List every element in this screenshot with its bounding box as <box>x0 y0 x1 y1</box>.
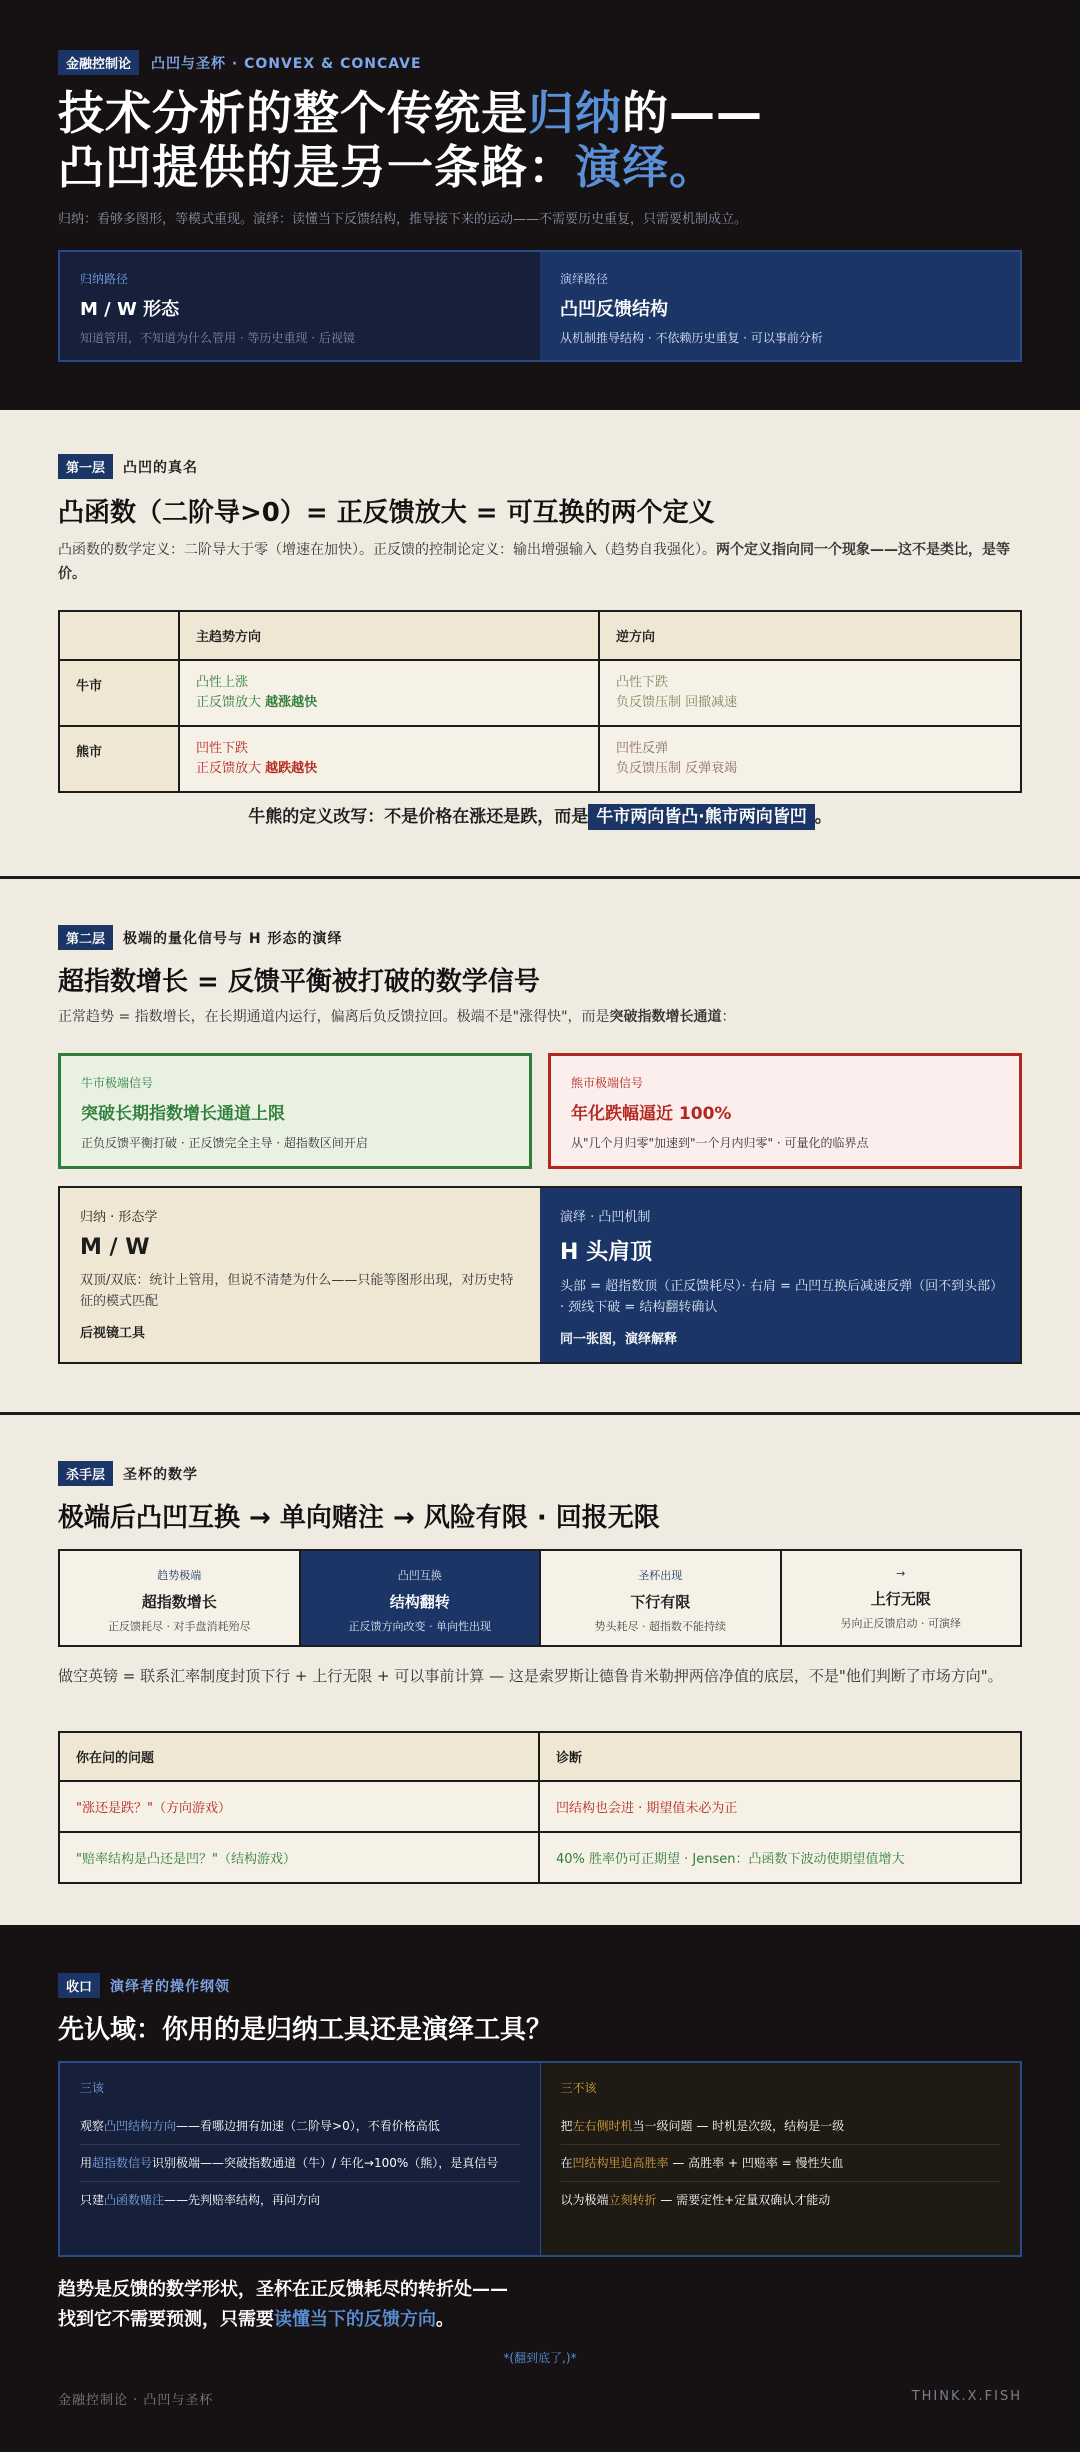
card-desc: 从"几个月归零"加速到"一个月内归零" · 可量化的临界点 <box>571 1136 869 1150</box>
footer-right: THINK.X.FISH <box>911 2389 1022 2404</box>
cell-reverse <box>599 660 1021 726</box>
cell-line: 正反馈放大 <box>196 695 266 710</box>
card-foot: 后视镜工具 <box>80 1326 146 1341</box>
table-header: 你在问的问题 <box>59 1732 539 1781</box>
step-desc: 正反馈方向改变 · 单向性出现 <box>348 1620 491 1633</box>
deduction-card <box>540 252 1020 360</box>
step-title: 结构翻转 <box>389 1593 450 1611</box>
item-text: 把 <box>560 2119 573 2133</box>
diagnosis-cell: 凹结构也会进 · 期望值未必为正 <box>539 1781 1021 1832</box>
card-title: 凸凹反馈结构 <box>560 299 668 320</box>
step-desc: 另向正反馈启动 · 可演绎 <box>840 1617 961 1630</box>
para-text: 凸函数的数学定义：二阶导大于零（增速在加快）。正反馈的控制论定义：输出增强输入（趋势自我强化）。 <box>58 542 716 558</box>
row-label: 熊市 <box>59 726 179 792</box>
list-label: 三该 <box>80 2081 105 2095</box>
item-highlight: 凸凹结构方向 <box>104 2119 177 2133</box>
conclusion-text: 。 <box>814 807 832 827</box>
diagnosis-table <box>58 1731 1022 1884</box>
pattern-compare <box>58 1186 1022 1364</box>
item-highlight: 凹结构里追高胜率 <box>572 2156 669 2170</box>
deduction-pattern-card <box>540 1188 1020 1362</box>
closing-highlight: 读懂当下的反馈方向 <box>274 2309 436 2330</box>
card-title: H 头肩顶 <box>560 1240 653 1265</box>
closing-line: 趋势是反馈的数学形状，圣杯在正反馈耗尽的转折处—— <box>58 2279 508 2300</box>
item-text: ——先判赔率结构，再问方向 <box>164 2193 321 2207</box>
question-cell: "涨还是跌？"（方向游戏） <box>59 1781 539 1832</box>
do-list <box>60 2063 540 2255</box>
section-tag: 收口 <box>58 1973 100 1998</box>
table-header-blank <box>59 611 179 660</box>
para-bold: 突破指数增长通道 <box>609 1009 722 1025</box>
section-kicker: 凸凹的真名 <box>123 459 199 476</box>
conclusion-text: 牛熊的定义改写：不是价格在涨还是跌，而是 <box>248 807 589 827</box>
arrow-right-icon: → <box>896 1567 906 1580</box>
section-tag: 第一层 <box>58 454 113 479</box>
cell-line: 凹性下跌 <box>196 741 249 756</box>
item-text: 识别极端——突破指数通道（牛）/ 年化→100%（熊），是真信号 <box>152 2156 499 2170</box>
item-text: — 高胜率 + 凹赔率 = 慢性失血 <box>668 2156 844 2170</box>
section-paragraph <box>58 1005 1022 1029</box>
conclusion-highlight: 牛市两向皆凸·熊市两向皆凹 <box>588 804 814 830</box>
step-label: 圣杯出现 <box>638 1569 683 1582</box>
step-title: 上行无限 <box>870 1590 931 1608</box>
series-tag: 金融控制论 <box>58 50 139 75</box>
card-label: 归纳路径 <box>80 272 129 286</box>
item-text: 观察 <box>80 2119 105 2133</box>
item-highlight: 凸函数赌注 <box>104 2193 165 2207</box>
item-text: 用 <box>80 2156 93 2170</box>
diagnosis-cell: 40% 胜率仍可正期望 · Jensen：凸函数下波动使期望值增大 <box>539 1832 1021 1883</box>
card-desc: 从机制推导结构 · 不依赖历史重复 · 可以事前分析 <box>560 331 823 345</box>
cell-main <box>179 660 599 726</box>
card-desc: 正负反馈平衡打破 · 正反馈完全主导 · 超指数区间开启 <box>81 1136 368 1150</box>
step-title: 下行有限 <box>630 1593 691 1611</box>
induction-pattern-card <box>60 1188 540 1362</box>
bull-bear-table <box>58 610 1022 793</box>
conclusion-line <box>0 802 1080 827</box>
cell-line: 负反馈压制 回撤减速 <box>616 695 738 710</box>
cell-reverse <box>599 726 1021 792</box>
item-text: 当一级问题 — 时机是次级，结构是一级 <box>632 2119 845 2133</box>
step-card <box>301 1551 542 1645</box>
table-row <box>59 660 1021 726</box>
table-row <box>59 1781 1021 1832</box>
card-desc: 头部 = 超指数顶（正反馈耗尽）· 右肩 = 凸凹互换后减速反弹（回不到头部）· 颈线下破 = 结构翻转确认 <box>560 1279 997 1315</box>
card-title: M / W <box>80 1235 150 1260</box>
step-desc: 正反馈耗尽 · 对手盘消耗殆尽 <box>108 1620 251 1633</box>
card-label: 归纳 · 形态学 <box>80 1210 158 1225</box>
induction-card <box>60 252 540 360</box>
table-header-main: 主趋势方向 <box>179 611 599 660</box>
para-text: 正常趋势 = 指数增长，在长期通道内运行，偏离后负反馈拉回。极端不是"涨得快"，而是 <box>58 1009 610 1025</box>
hero-title <box>58 86 763 194</box>
section-killer <box>0 1415 1080 1925</box>
step-card <box>782 1551 1021 1645</box>
cell-line: 凸性下跌 <box>616 675 669 690</box>
section-paragraph <box>58 538 1022 586</box>
step-label: 趋势极端 <box>157 1569 202 1582</box>
step-card <box>541 1551 782 1645</box>
section-layer-2 <box>0 879 1080 1412</box>
cell-line: 凸性上涨 <box>196 675 249 690</box>
hero-title-text: 的—— <box>622 86 763 140</box>
section-kicker: 演绎者的操作纲领 <box>110 1978 231 1995</box>
process-steps <box>58 1549 1022 1647</box>
card-foot: 同一张图，演绎解释 <box>560 1332 678 1347</box>
list-item <box>80 2182 520 2218</box>
step-label: 凸凹互换 <box>397 1569 442 1582</box>
cell-line: 凹性反弹 <box>616 741 669 756</box>
card-label: 熊市极端信号 <box>571 1076 644 1090</box>
item-text: 在 <box>560 2156 573 2170</box>
bull-signal-card <box>58 1053 532 1169</box>
list-item <box>561 2145 1001 2182</box>
list-item <box>561 2108 1001 2145</box>
section-layer-1 <box>0 410 1080 876</box>
hero-header-row <box>58 50 422 75</box>
list-label: 三不该 <box>560 2081 597 2095</box>
table-header-reverse: 逆方向 <box>599 611 1021 660</box>
section-tag: 杀手层 <box>58 1461 113 1486</box>
list-item <box>80 2145 520 2182</box>
card-title: 年化跌幅逼近 100% <box>571 1104 732 1124</box>
section-title: 先认域：你用的是归纳工具还是演绎工具？ <box>58 2015 553 2045</box>
card-label: 演绎路径 <box>560 272 609 286</box>
cell-line: 负反馈压制 反弹衰竭 <box>616 761 738 776</box>
path-cards <box>58 250 1022 362</box>
section-header <box>58 1973 230 1998</box>
item-text: 只建 <box>80 2193 105 2207</box>
card-title: 突破长期指数增长通道上限 <box>81 1104 285 1124</box>
item-text: 以为极端 <box>560 2193 609 2207</box>
step-title: 超指数增长 <box>141 1593 217 1611</box>
item-highlight: 超指数信号 <box>92 2156 153 2170</box>
cell-main <box>179 726 599 792</box>
question-cell: "赔率结构是凸还是凹？"（结构游戏） <box>59 1832 539 1883</box>
section-kicker: 圣杯的数学 <box>123 1466 199 1483</box>
para-text: ： <box>721 1009 736 1025</box>
list-item <box>561 2182 1001 2218</box>
card-title: M / W 形态 <box>80 299 180 320</box>
card-label: 牛市极端信号 <box>81 1076 154 1090</box>
cell-emph: 越涨越快 <box>265 695 318 710</box>
end-note: *(翻到底了,)* <box>503 2351 577 2365</box>
section-header <box>58 1461 198 1486</box>
section-header <box>58 925 342 950</box>
section-tag: 第二层 <box>58 925 113 950</box>
card-label: 演绎 · 凸凹机制 <box>560 1210 651 1225</box>
item-highlight: 立刻转折 <box>608 2193 657 2207</box>
hero-subtitle: 归纳：看够多图形，等模式重现。演绎：读懂当下反馈结构，推导接下来的运动——不需要历史重复，只需要机制成立。 <box>58 212 748 227</box>
section-title: 超指数增长 = 反馈平衡被打破的数学信号 <box>58 967 540 997</box>
rules-box <box>58 2061 1022 2257</box>
item-highlight: 左右侧时机 <box>572 2119 633 2133</box>
section-title: 凸函数（二阶导>0）= 正反馈放大 = 可互换的两个定义 <box>58 498 715 528</box>
table-row <box>59 726 1021 792</box>
section-header <box>58 454 198 479</box>
cell-line: 正反馈放大 <box>196 761 266 776</box>
section-paragraph: 做空英镑 = 联系汇率制度封顶下行 + 上行无限 + 可以事前计算 — 这是索罗斯让德鲁肯米勒押两倍净值的底层，不是"他们判断了市场方向"。 <box>58 1667 1003 1685</box>
closing-line: 找到它不需要预测，只需要 <box>58 2309 274 2330</box>
bear-signal-card <box>548 1053 1022 1169</box>
cell-emph: 越跌越快 <box>265 761 318 776</box>
section-closing <box>0 1925 1080 2452</box>
para-bold: 两个定义指向同一个现象——这不是类比，是等价。 <box>58 542 1010 582</box>
card-desc: 双顶/双底：统计上管用，但说不清楚为什么——只能等图形出现，对历史特征的模式匹配 <box>80 1273 514 1309</box>
footer-left: 金融控制论 · 凸凹与圣杯 <box>58 2393 214 2408</box>
card-desc: 知道管用，不知道为什么管用 · 等历史重现 · 后视镜 <box>80 331 355 345</box>
hero-kicker: 凸凹与圣杯 · CONVEX & CONCAVE <box>151 55 422 72</box>
step-desc: 势头耗尽 · 超指数不能持续 <box>594 1620 726 1633</box>
closing-statement <box>58 2275 508 2335</box>
section-title: 极端后凸凹互换 → 单向赌注 → 风险有限 · 回报无限 <box>58 1503 660 1533</box>
hero-title-text: 凸凹提供的是另一条路： <box>58 140 575 194</box>
hero-section <box>0 0 1080 410</box>
step-card <box>60 1551 301 1645</box>
closing-line: 。 <box>436 2309 454 2330</box>
hero-title-text: 技术分析的整个传统是 <box>58 86 528 140</box>
section-kicker: 极端的量化信号与 H 形态的演绎 <box>123 930 343 947</box>
dont-list <box>540 2063 1021 2255</box>
table-header: 诊断 <box>539 1732 1021 1781</box>
row-label: 牛市 <box>59 660 179 726</box>
item-text: — 需要定性+定量双确认才能动 <box>656 2193 831 2207</box>
table-row <box>59 1832 1021 1883</box>
item-text: ——看哪边拥有加速（二阶导>0），不看价格高低 <box>176 2119 440 2133</box>
hero-title-highlight: 演绎。 <box>575 140 716 194</box>
hero-title-highlight: 归纳 <box>528 86 622 140</box>
list-item <box>80 2108 520 2145</box>
